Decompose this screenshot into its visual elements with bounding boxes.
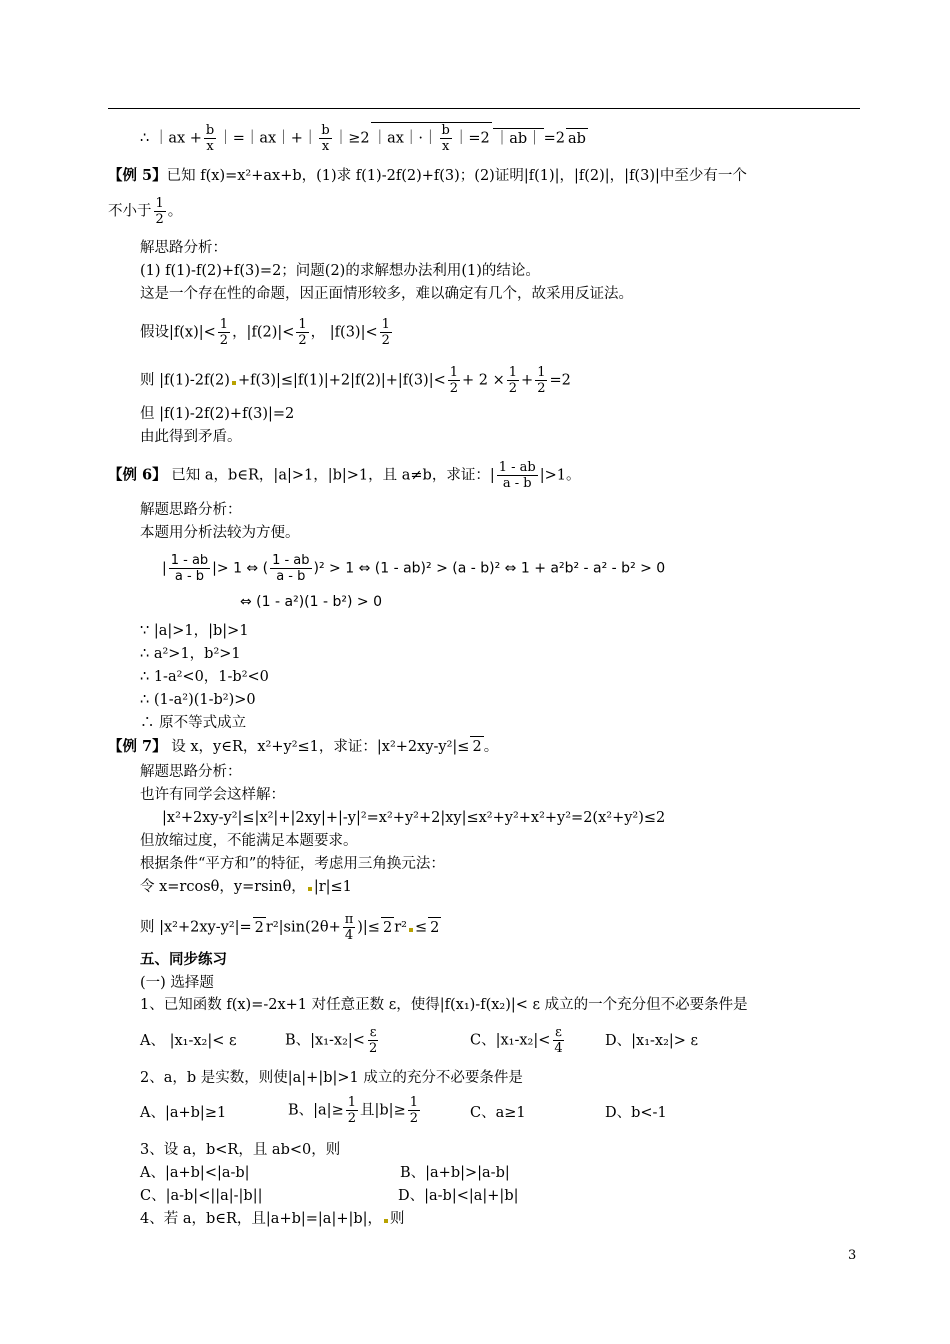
sqrt: 2 — [381, 917, 394, 938]
sqrt: ab — [566, 128, 588, 149]
fraction — [296, 317, 308, 348]
numerator: 1 — [449, 365, 459, 380]
denominator: x — [442, 139, 450, 154]
numerator: 1 - ab — [272, 553, 310, 568]
solution-heading: 解题思路分析： — [140, 764, 242, 780]
denominator: 2 — [155, 212, 164, 227]
fraction — [270, 553, 311, 584]
q3-option-d: D、|a-b|<|a|+|b| — [398, 1188, 519, 1204]
option-d: D、|x₁-x₂|> ε — [605, 1033, 699, 1049]
fraction — [169, 553, 210, 584]
text: ｜=2 — [453, 130, 490, 147]
text: |r|≤1 — [313, 879, 352, 895]
numerator: 1 — [409, 1095, 418, 1110]
q3-option-c: C、|a-b|<||a|-|b|| — [140, 1188, 263, 1204]
text: ∴ ｜ax + — [140, 130, 202, 147]
text: ｜=｜ax｜+｜ — [218, 130, 318, 147]
denominator: 2 — [449, 381, 459, 396]
intro-formula — [140, 122, 588, 154]
option-a: A、 |x₁-x₂|< ε — [140, 1033, 237, 1049]
text: r² — [394, 919, 407, 936]
numerator: ε — [555, 1025, 562, 1040]
text: 则 |f(1)-2f(2) — [140, 372, 230, 389]
text: ｜ax｜·｜ — [372, 130, 438, 147]
q3-option-a: A、|a+b|<|a-b| — [140, 1165, 250, 1181]
text: ｜≥2 — [333, 130, 370, 147]
text: | — [162, 560, 167, 577]
example-label: 【例 5】 — [108, 167, 167, 184]
assumption-line — [140, 317, 394, 348]
numerator: 1 — [537, 365, 546, 380]
sqrt: 2 — [470, 736, 483, 757]
marker-dot — [308, 887, 312, 891]
fraction — [535, 365, 547, 396]
denominator: 2 — [298, 333, 307, 348]
text-line: ∴ 1-a²<0，1-b²<0 — [140, 669, 269, 685]
math-chain — [162, 553, 665, 584]
fraction — [346, 1095, 358, 1126]
text: )² > 1 ⇔ (1 - ab)² > (a - b)² ⇔ 1 + a²b² - a² - b² > 0 — [313, 560, 666, 577]
denominator: a - b — [502, 476, 532, 491]
q3-option-b: B、|a+b|>|a-b| — [400, 1165, 510, 1181]
question-4 — [140, 1209, 405, 1229]
denominator: 2 — [409, 1111, 418, 1126]
text: ≤ — [414, 919, 428, 936]
text: C、|x₁-x₂|< — [470, 1032, 551, 1049]
text-line: (1) f(1)-f(2)+f(3)=2；问题(2)的求解想办法利用(1)的结论。 — [140, 263, 540, 279]
denominator: 2 — [368, 1041, 378, 1056]
fraction — [380, 317, 392, 348]
text-line: 但 |f(1)-2f(2)+f(3)|=2 — [140, 406, 295, 422]
text: 。 — [483, 739, 499, 755]
option-c — [470, 1025, 567, 1056]
text-line: ∴ 原不等式成立 — [140, 715, 247, 731]
denominator: x — [321, 139, 330, 154]
numerator: b — [321, 123, 330, 138]
text-line: 也许有同学会这样解： — [140, 787, 285, 803]
option-d: D、b<-1 — [605, 1105, 667, 1121]
example-label: 【例 7】 — [108, 738, 167, 755]
substitution-line — [140, 877, 352, 897]
fraction — [448, 365, 460, 396]
denominator: 2 — [219, 333, 229, 348]
section-title: 五、同步练习 — [140, 951, 227, 968]
text: 。 — [167, 203, 183, 220]
text: B、|a|≥ — [288, 1102, 344, 1119]
text-line: ∴ a²>1，b²>1 — [140, 646, 241, 662]
text: +f(3)|≤|f(1)|+2|f(2)|+|f(3)|< — [237, 372, 446, 389]
text: 4、若 a，b∈R，且|a+b|=|a|+|b|， — [140, 1211, 383, 1227]
result-line — [140, 912, 441, 943]
numerator: 1 — [381, 317, 390, 332]
numerator: 1 — [508, 365, 518, 380]
denominator: 2 — [381, 333, 390, 348]
text-line: ∴ (1-a²)(1-b²)>0 — [140, 692, 256, 708]
fraction — [343, 912, 356, 943]
numerator: 1 - ab — [170, 553, 209, 568]
numerator: π — [344, 912, 354, 927]
fraction — [507, 365, 519, 396]
denominator: a - b — [174, 569, 205, 584]
section-heading — [140, 950, 227, 970]
text-line: 根据条件“平方和”的特征，考虑用三角换元法： — [140, 856, 445, 872]
question-1: 1、已知函数 f(x)=-2x+1 对任意正数 ε，使得|f(x₁)-f(x₂)|< ε 成立的一个充分但不必要条件是 — [140, 997, 748, 1013]
header-rule — [108, 108, 860, 109]
question-2: 2、a，b 是实数，则使|a|+|b|>1 成立的充分不必要条件是 — [140, 1070, 523, 1086]
numerator: b — [205, 123, 215, 138]
example-label: 【例 6】 — [108, 466, 167, 484]
numerator: 1 — [298, 317, 307, 332]
text-line: 但放缩过度，不能满足本题要求。 — [140, 833, 358, 849]
denominator: a - b — [276, 569, 306, 584]
denominator: 2 — [347, 1111, 357, 1126]
denominator: 2 — [508, 381, 518, 396]
text: B、|x₁-x₂|< — [285, 1032, 365, 1049]
text-line: |x²+2xy-y²|≤|x²|+|2xy|+|-y|²=x²+y²+2|xy|≤x²+y²+x²+y²=2(x²+y²)≤2 — [162, 810, 666, 826]
fraction — [204, 123, 216, 154]
text: =2 — [543, 130, 566, 147]
option-b — [288, 1095, 422, 1126]
text: 设 x，y∈R，x²+y²≤1，求证：|x²+2xy-y²|≤ — [171, 739, 470, 755]
text: )|≤ — [357, 919, 380, 936]
option-a: A、|a+b|≥1 — [140, 1105, 227, 1121]
marker-dot — [384, 1219, 388, 1223]
example-5-line2 — [108, 196, 182, 227]
text: ，|f(2)|< — [232, 324, 295, 341]
numerator: 1 — [347, 1095, 357, 1110]
numerator: 1 — [219, 317, 229, 332]
fraction — [154, 196, 166, 227]
example-5 — [108, 166, 747, 186]
denominator: x — [206, 139, 214, 154]
solution-heading: 解题思路分析： — [140, 502, 242, 518]
text: |> 1 ⇔ ( — [212, 560, 269, 577]
subsection-heading: (一) 选择题 — [140, 975, 214, 991]
text-line: 这是一个存在性的命题，因正面情形较多，难以确定有几个，故采用反证法。 — [140, 286, 633, 302]
text: 则 |x²+2xy-y²|= — [140, 919, 252, 936]
text-line: ∵ |a|>1，|b|>1 — [140, 623, 249, 639]
text-line: 本题用分析法较为方便。 — [140, 525, 300, 541]
option-b — [285, 1025, 381, 1056]
numerator: b — [441, 123, 450, 138]
fraction — [218, 317, 230, 348]
text: + 2 × — [462, 372, 505, 389]
text: 已知 a，b∈R，|a|>1，|b|>1，且 a≠b，求证：| — [171, 467, 495, 484]
fraction — [408, 1095, 420, 1126]
example-6 — [108, 460, 581, 491]
denominator: 2 — [537, 381, 546, 396]
fraction — [367, 1025, 379, 1056]
text: 假设|f(x)|< — [140, 324, 216, 341]
marker-dot — [409, 928, 413, 932]
text: ， |f(3)|< — [310, 324, 378, 341]
text: =2 — [549, 372, 571, 389]
text: 且|b|≥ — [360, 1102, 406, 1119]
text: + — [521, 372, 534, 389]
text: 则 — [390, 1211, 405, 1227]
math-chain-2: ⇔ (1 - a²)(1 - b²) > 0 — [240, 594, 382, 610]
inequality-line — [140, 365, 571, 396]
question-3: 3、设 a，b<R，且 ab<0，则 — [140, 1142, 341, 1158]
text: r²|sin(2θ+ — [265, 919, 341, 936]
fraction — [440, 123, 452, 154]
numerator: 1 - ab — [498, 460, 536, 475]
solution-heading: 解思路分析： — [140, 240, 227, 256]
text: 令 x=rcosθ，y=rsinθ， — [140, 879, 306, 895]
numerator: 1 — [155, 196, 164, 211]
fraction — [319, 123, 331, 154]
denominator: 4 — [344, 928, 354, 943]
q2-options — [140, 1095, 860, 1133]
example-7 — [108, 736, 498, 757]
option-c: C、a≥1 — [470, 1105, 526, 1121]
fraction — [497, 460, 538, 491]
sqrt: 2 — [253, 917, 266, 938]
sqrt: ｜ab｜ — [493, 128, 544, 149]
text: 已知 f(x)=x²+ax+b，(1)求 f(1)-2f(2)+f(3)；(2)证明|f(1)|，|f(2)|，|f(3)|中至少有一个 — [166, 168, 747, 184]
text: 不小于 — [108, 203, 152, 220]
q1-options — [140, 1025, 860, 1063]
marker-dot — [232, 381, 236, 385]
page-number: 3 — [848, 1248, 857, 1263]
text-line: 由此得到矛盾。 — [140, 429, 242, 445]
fraction — [552, 1025, 564, 1056]
denominator: 4 — [554, 1041, 563, 1056]
sqrt: 2 — [428, 917, 441, 938]
numerator: ε — [369, 1025, 377, 1040]
sqrt — [371, 122, 492, 154]
text: |>1。 — [539, 467, 581, 484]
